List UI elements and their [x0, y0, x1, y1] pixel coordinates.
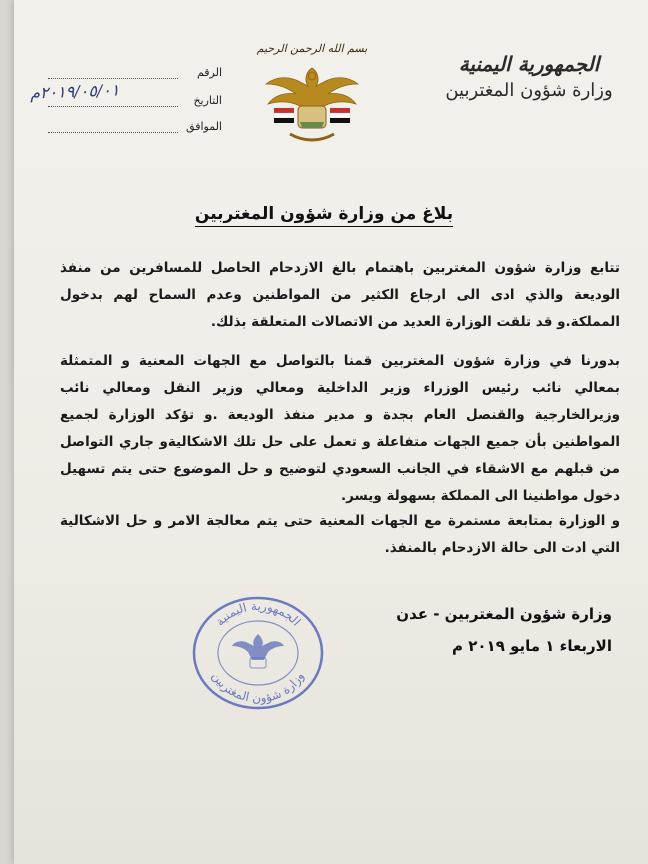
official-stamp-icon [190, 594, 326, 712]
ref-number-row [22, 66, 222, 79]
page-edge [0, 0, 14, 864]
title-text: بلاغ من وزارة شؤون المغتربين [195, 204, 453, 227]
signature-block [396, 598, 612, 662]
ministry-heading [434, 52, 624, 101]
ref-label: الرقم [196, 66, 222, 79]
paragraph-3: و الوزارة بمتابعة مستمرة مع الجهات المعنية حتى يتم معالجة الامر و حل الاشكالية التي ادت الى حالة الازدحام بالمنفذ. [60, 513, 620, 556]
stamp-outer-text: الجمهورية اليمنية [212, 598, 304, 629]
handwritten-date: ٢٠١٩/٠٥/٠١م [29, 80, 120, 103]
date-label: التاريخ [193, 94, 222, 107]
ministry-name: وزارة شؤون المغتربين [445, 80, 613, 101]
eagle-emblem-icon [260, 62, 364, 146]
signature-ministry: وزارة شؤون المغتربين - عدن [396, 605, 612, 623]
paragraph-2: بدورنا في وزارة شؤون المغتربين قمنا بالتواصل مع الجهات المعنية و المتمثلة بمعالي نائب رئيس الوزراء وزير الداخلية ومعالي وزير النقل ومعالي نائب وزيرالخارجية والقنصل العام بجدة و مدير منفذ الوديعة .و تؤكد الوزارة لجميع المواطنين بأن جميع الجهات متفاعلة و تعمل على حل تلك الاشكاليةو جاري التواصل من قبلهم مع الاشقاء في الجانب السعودي لتوضيح و حل الموضوع حتى يتم تسهيل دخول مواطنينا الى المملكة بسهولة ويسر. [60, 353, 620, 504]
basmala: بسم الله الرحمن الرحيم [256, 42, 368, 55]
svg-text:الجمهورية اليمنية [213, 599, 304, 629]
page-title [0, 204, 648, 224]
paragraph-1: تتابع وزارة شؤون المغتربين باهتمام بالغ الازدحام الحاصل للمسافرين من منفذ الوديعة والذي ادى الى ارجاع الكثير من المواطنين وعدم السماح لهم بدخول المملكة.و قد تلقت الوزارة العديد من الاتصالات المتعلقة بذلك. [60, 260, 620, 330]
attach-label: الموافق [186, 120, 222, 133]
republic-name: الجمهورية اليمنية [458, 52, 600, 76]
stamp-inner-text: وزارة شؤون المغتربين [209, 669, 307, 706]
attach-row [22, 120, 222, 133]
signature-date: الاربعاء ١ مايو ٢٠١٩ م [452, 637, 612, 655]
